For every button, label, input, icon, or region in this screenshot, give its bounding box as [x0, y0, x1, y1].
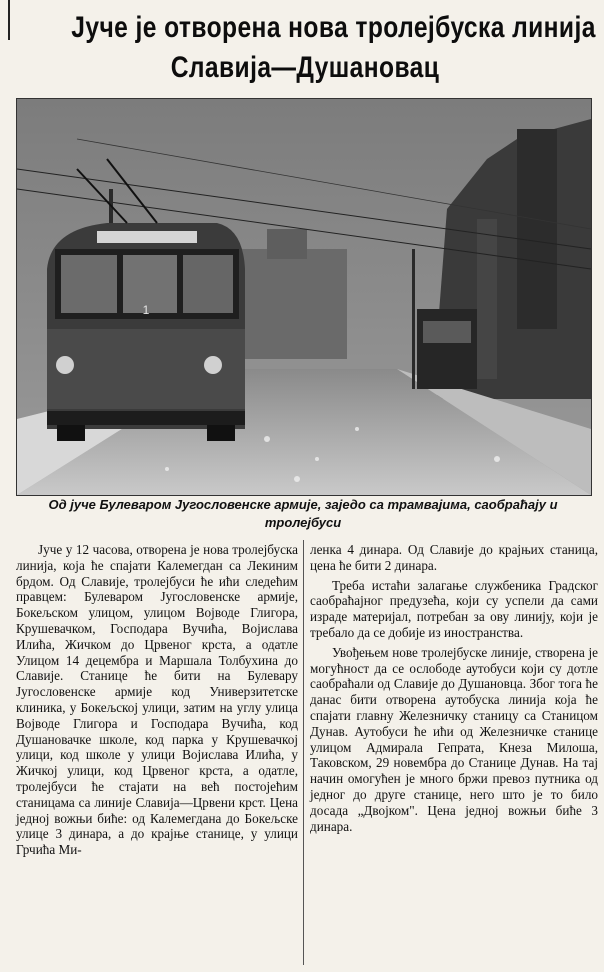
- headline-line-2: Славија—Душановац: [170, 51, 440, 84]
- photo-caption: Од јуче Булеваром Југословенске армије, заједо са трамвајима, саобраћају и тролејбуси: [48, 497, 558, 530]
- headline-line-1: Јуче је отворена нова тролејбуска линија: [71, 11, 596, 44]
- article-paragraph: Увођењем нове тролејбуске линије, створена је могућност да се ослободе аутобуси који су дотле саобраћали од Славије до Душановца. Због тога ће данас бити отворена аутобуска линија која ће спајати главну Железничку станицу са Станицом Дунав. Аутобуси ће ићи од Железничке станице улицом Адмирала Гепрата, Кнеза Милоша, Таковском, 29 новембра до Станице Дунав. На тај начин омогућен је много бржи превоз путника од једног до друге станице, него што је то било досада „Двојком". Цена једној вожњи биће 3 динара.: [310, 644, 598, 834]
- article-paragraph: Треба истаћи залагање службеника Градског саобраћајног предузећа, који су успели да сами израде материјал, потребан за ову линију, који је требало да се добије из иностранства.: [310, 577, 598, 640]
- headline: [71, 8, 596, 88]
- column-rule: [8, 0, 10, 40]
- article-paragraph: ленка 4 динара. Од Славије до крајњих станица, цена ће бити 2 динара.: [310, 542, 598, 573]
- article-column-right: [310, 542, 598, 834]
- column-divider: [303, 540, 304, 965]
- trolleybus-street-photo: [17, 99, 591, 495]
- article-column-left: [16, 542, 298, 858]
- article-paragraph: Јуче у 12 часова, отворена је нова тролејбуска линија, која ће спајати Калемегдан са Лекиним брдом. Од Славије, тролејбуси ће ићи следећим правцем: Булеваром Југословенске армије, Бокељском улицом, улицом Војводе Глигора, Крушевачком, Господара Вучића, Војислава Илића, Жичком до Црвеног крста, а одатле Улицом 14 децембра и Маршала Толбухина до Славије. Станице ће бити на Булевару Југословенске армије код Универзитетске клиника, у Бокељској улици, затим на углу улица Војводе Глигора и Господара Вучића, код Душановачке школе, код парка у Крушевачкој улици, код школе у улици Војислава Илића, у Жичкој улици, код Црвеног крста, а одатле, тролејбуси ће стајати на већ постојећим станицама са линије Славија—Црвени крст. Цена једној вожњи биће: од Калемегдана до Бокељске улице 3 динара, а до крајње станице, у улици Грчића Ми-: [16, 542, 298, 858]
- trolleybus-number: 1: [142, 303, 150, 317]
- news-photo: [16, 98, 592, 496]
